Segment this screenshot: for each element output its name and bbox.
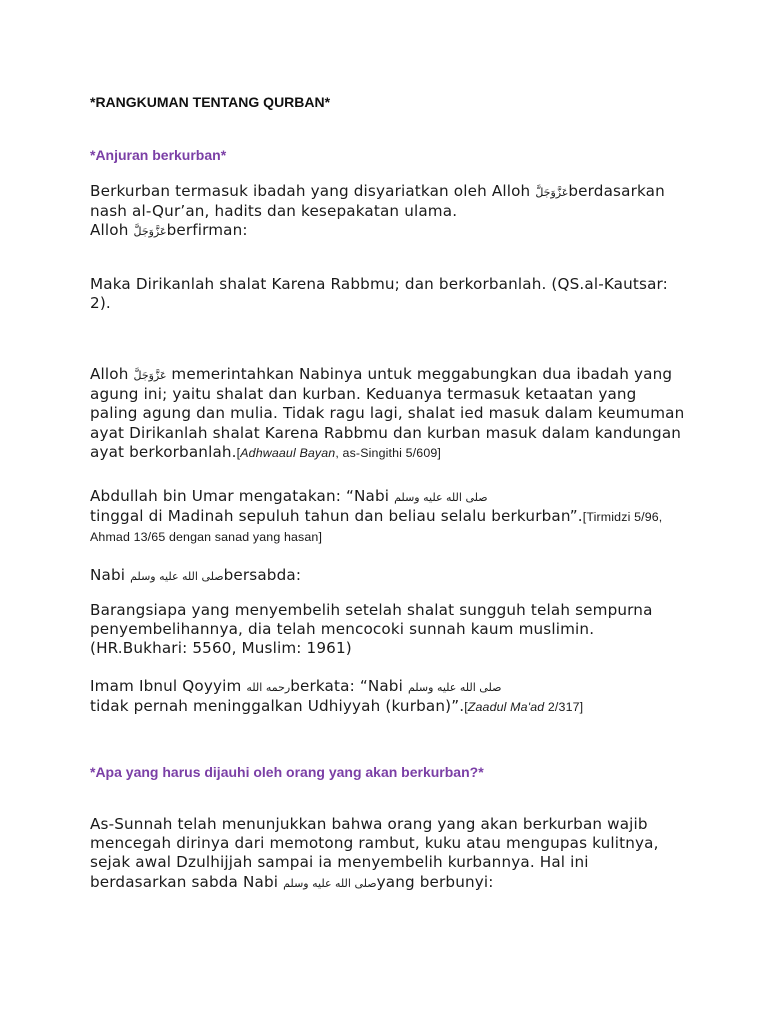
paragraph-sunnah-text-a: As-Sunnah telah menunjukkan bahwa orang yang akan berkurban wajib mencegah dirinya dari memotong rambut, kuku atau mengupas kulitnya, sejak awal Dzulhijjah sampai ia menyembelih kurbannya. Hal ini berdasarkan sabda Nabi <box>90 815 659 891</box>
paragraph-nabi-text-a: Nabi <box>90 566 131 584</box>
paragraph-command <box>90 365 690 463</box>
paragraph-abdullah-text-a: Abdullah bin Umar mengatakan: “Nabi <box>90 487 395 505</box>
document-title: *RANGKUMAN TENTANG QURBAN* <box>90 94 331 110</box>
section-heading-dijauhi: *Apa yang harus dijauhi oleh orang yang akan berkurban?* <box>90 764 484 780</box>
paragraph-hadith-bukhari: Barangsiapa yang menyembelih setelah shalat sungguh telah sempurna penyembelihannya, dia telah mencocoki sunnah kaum muslimin. (HR.Bukhari: 5560, Muslim: 1961) <box>90 601 653 658</box>
paragraph-quran-verse: Maka Dirikanlah shalat Karena Rabbmu; dan berkorbanlah. (QS.al-Kautsar: 2). <box>90 275 668 313</box>
paragraph-nabi-bersabda <box>90 566 690 586</box>
paragraph-ibnul-text-b: berkata: “Nabi <box>290 677 408 695</box>
paragraph-abdullah <box>90 487 690 548</box>
paragraph-intro-text-b: berdasarkan nash al-Qur’an, hadits dan kesepakatan ulama. Alloh <box>90 182 665 240</box>
paragraph-intro-text-c: berfirman: <box>166 221 248 240</box>
arabic-azza-wajalla: عَزَّوَجَلَّ <box>133 225 167 239</box>
ref-book-title: Zaadul Ma'ad <box>467 700 545 715</box>
paragraph-abdullah-text-b: tinggal di Madinah sepuluh tahun dan beliau selalu berkurban”. <box>90 507 583 526</box>
arabic-shallallahu: صلى الله عليه وسلم <box>394 491 488 504</box>
paragraph-as-sunnah <box>90 815 690 893</box>
paragraph-intro <box>90 182 690 242</box>
arabic-shallallahu: صلى الله عليه وسلم <box>130 570 224 583</box>
arabic-azza-wajalla: عَزَّوَجَلَّ <box>535 186 569 199</box>
ref-bracket: [ <box>236 445 241 460</box>
paragraph-ibnul-text-c: tidak pernah meninggalkan Udhiyyah (kurban)”. <box>90 697 465 716</box>
arabic-shallallahu: صلى الله عليه وسلم <box>407 681 502 694</box>
arabic-shallallahu: صلى الله عليه وسلم <box>283 876 377 890</box>
reference-tirmidzi: [Tirmidzi 5/96, Ahmad 13/65 dengan sanad yang hasan] <box>90 510 663 545</box>
arabic-rahimahullah: رحمه الله <box>246 681 291 694</box>
paragraph-intro-text-a: Berkurban termasuk ibadah yang disyariatkan oleh Alloh <box>90 182 536 200</box>
section-heading-anjuran: *Anjuran berkurban* <box>90 147 227 163</box>
arabic-azza-wajalla: عَزَّوَجَلَّ <box>133 369 167 382</box>
ref-detail: , as-Singithi 5/609] <box>335 445 441 460</box>
ref-book-title: Adhwaaul Bayan <box>240 445 336 460</box>
paragraph-command-text-b: memerintahkan Nabinya untuk meggabungkan dua ibadah yang agung ini; yaitu shalat dan kurban. Keduanya termasuk ketaatan yang paling agung dan mulia. Tidak ragu lagi, shalat ied masuk dalam keumuman ayat Dirikanlah shalat Karena Rabbmu dan kurban masuk dalam kandungan ayat berkorbanlah. <box>90 365 685 461</box>
reference-zaadul-maad <box>464 700 583 714</box>
paragraph-command-text-a: Alloh <box>90 365 134 383</box>
paragraph-ibnul-qoyyim <box>90 677 690 717</box>
paragraph-sunnah-text-b: yang berbunyi: <box>376 872 494 891</box>
ref-bracket: [ <box>464 700 468 715</box>
ref-detail: 2/317] <box>544 700 584 715</box>
reference-adhwaaul-bayan <box>237 446 441 460</box>
paragraph-ibnul-text-a: Imam Ibnul Qoyyim <box>90 677 247 695</box>
paragraph-nabi-text-b: bersabda: <box>223 566 302 584</box>
